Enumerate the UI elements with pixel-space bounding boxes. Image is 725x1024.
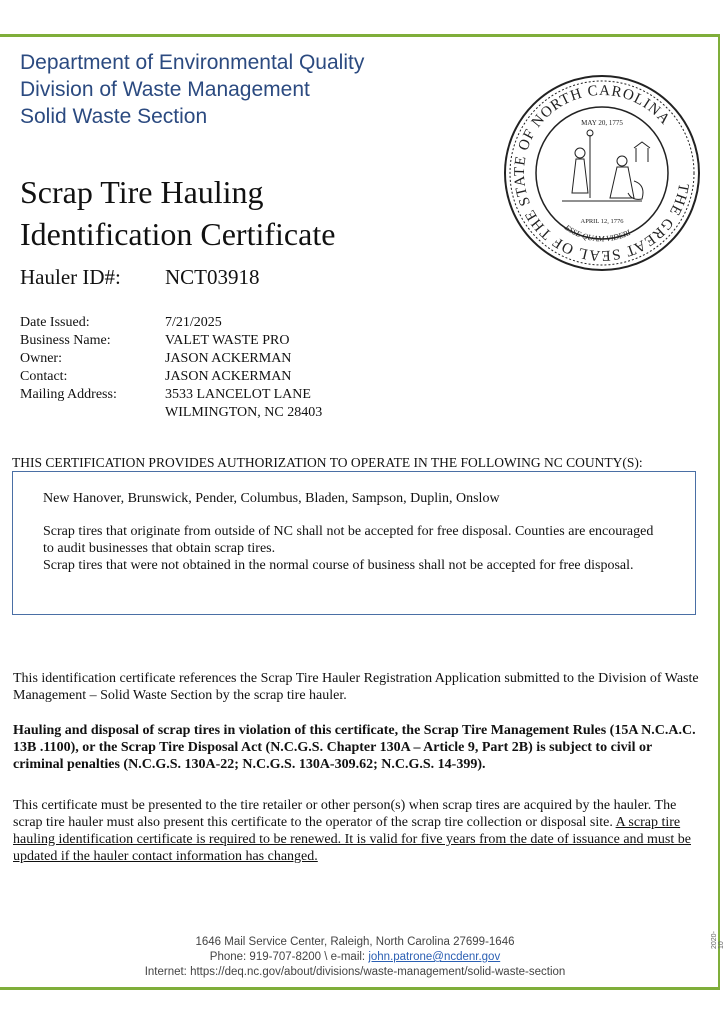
title-line-2: Identification Certificate bbox=[20, 216, 336, 252]
info-value: VALET WASTE PRO bbox=[165, 333, 290, 348]
penalty-paragraph: Hauling and disposal of scrap tires in violation of this certificate, the Scrap Tire Management Rules (15A N.C.A.C. 13B .1100), or the Scrap Tire Disposal Act (N.C.G.S. Chapter 130A – Article 9, Part 2B) is subject to civil or criminal penalties (N.C.G.S. 130A-22; N.C.G.S. 130A-309.62; N.C.G.S. 14-399). bbox=[13, 723, 696, 772]
info-key: Business Name: bbox=[20, 333, 111, 348]
info-row bbox=[20, 404, 322, 422]
nc-state-seal bbox=[502, 73, 702, 273]
hauler-id bbox=[20, 265, 260, 290]
renewal-notice: A scrap tire hauling identification certificate is required to be renewed. It is valid for five years from the date of issuance and must be updated if the hauler contact information has changed. bbox=[13, 815, 691, 864]
title-line-1: Scrap Tire Hauling bbox=[20, 174, 264, 210]
info-row bbox=[20, 350, 322, 368]
info-key: Date Issued: bbox=[20, 315, 90, 330]
hauler-id-label: Hauler ID#: bbox=[20, 265, 121, 289]
certificate-page bbox=[0, 34, 725, 990]
dept-line-2: Division of Waste Management bbox=[20, 78, 310, 101]
footer-contact bbox=[0, 950, 710, 965]
reference-paragraph: This identification certificate references the Scrap Tire Hauler Registration Application submitted to the Division of Waste Management – Solid Waste Section by the scrap tire hauler. bbox=[13, 671, 699, 703]
department-header bbox=[20, 49, 364, 130]
info-row bbox=[20, 386, 322, 404]
top-margin bbox=[0, 0, 724, 34]
seal-bottom-date: APRIL 12, 1776 bbox=[580, 218, 624, 225]
info-key bbox=[20, 404, 165, 422]
info-row bbox=[20, 332, 322, 350]
hauler-id-value: NCT03918 bbox=[165, 265, 260, 289]
seal-outer-text: THE GREAT SEAL OF THE STATE OF NORTH CAROLINA bbox=[511, 82, 692, 264]
hauler-info bbox=[20, 314, 322, 422]
footer bbox=[0, 935, 710, 980]
authorization-note-1: Scrap tires that originate from outside of NC shall not be accepted for free disposal. Counties are encouraged to audit businesses that obtain scrap tires. bbox=[43, 524, 654, 556]
authorization-note-2: Scrap tires that were not obtained in the normal course of business shall not be accepted for free disposal. bbox=[43, 558, 634, 573]
info-row bbox=[20, 314, 322, 332]
info-value: JASON ACKERMAN bbox=[165, 369, 292, 384]
presentation-paragraph bbox=[13, 797, 703, 865]
presentation-text: This certificate must be presented to the tire retailer or other person(s) when scrap tires are acquired by the hauler. The scrap tire hauler must also present this certificate to the operator of the scrap tire collection or disposal site. bbox=[13, 798, 677, 830]
footer-email-link[interactable]: john.patrone@ncdenr.gov bbox=[368, 951, 501, 963]
form-revision-code: 2020-10 bbox=[711, 931, 725, 949]
authorization-box bbox=[12, 471, 696, 615]
dept-line-3: Solid Waste Section bbox=[20, 105, 208, 128]
dept-line-1: Department of Environmental Quality bbox=[20, 51, 365, 74]
seal-motto: ESSE QUAM VIDERI bbox=[563, 222, 632, 244]
certificate-title bbox=[20, 171, 335, 255]
info-row bbox=[20, 368, 322, 386]
county-list: New Hanover, Brunswick, Pender, Columbus, Bladen, Sampson, Duplin, Onslow bbox=[43, 491, 500, 506]
info-value: 3533 LANCELOT LANE bbox=[165, 387, 311, 402]
info-key: Owner: bbox=[20, 351, 62, 366]
footer-phone: Phone: 919-707-8200 \ e-mail: bbox=[209, 951, 369, 963]
authorization-heading: THIS CERTIFICATION PROVIDES AUTHORIZATION TO OPERATE IN THE FOLLOWING NC COUNTY(S): bbox=[12, 455, 643, 470]
seal-top-date: MAY 20, 1775 bbox=[581, 119, 623, 127]
info-value: 7/21/2025 bbox=[165, 315, 222, 330]
info-value: WILMINGTON, NC 28403 bbox=[165, 405, 323, 420]
info-value: JASON ACKERMAN bbox=[165, 351, 292, 366]
info-key: Contact: bbox=[20, 369, 68, 384]
footer-website[interactable]: Internet: https://deq.nc.gov/about/divisions/waste-management/solid-waste-section bbox=[144, 966, 566, 978]
info-key: Mailing Address: bbox=[20, 387, 117, 402]
footer-address: 1646 Mail Service Center, Raleigh, North Carolina 27699-1646 bbox=[195, 936, 515, 948]
